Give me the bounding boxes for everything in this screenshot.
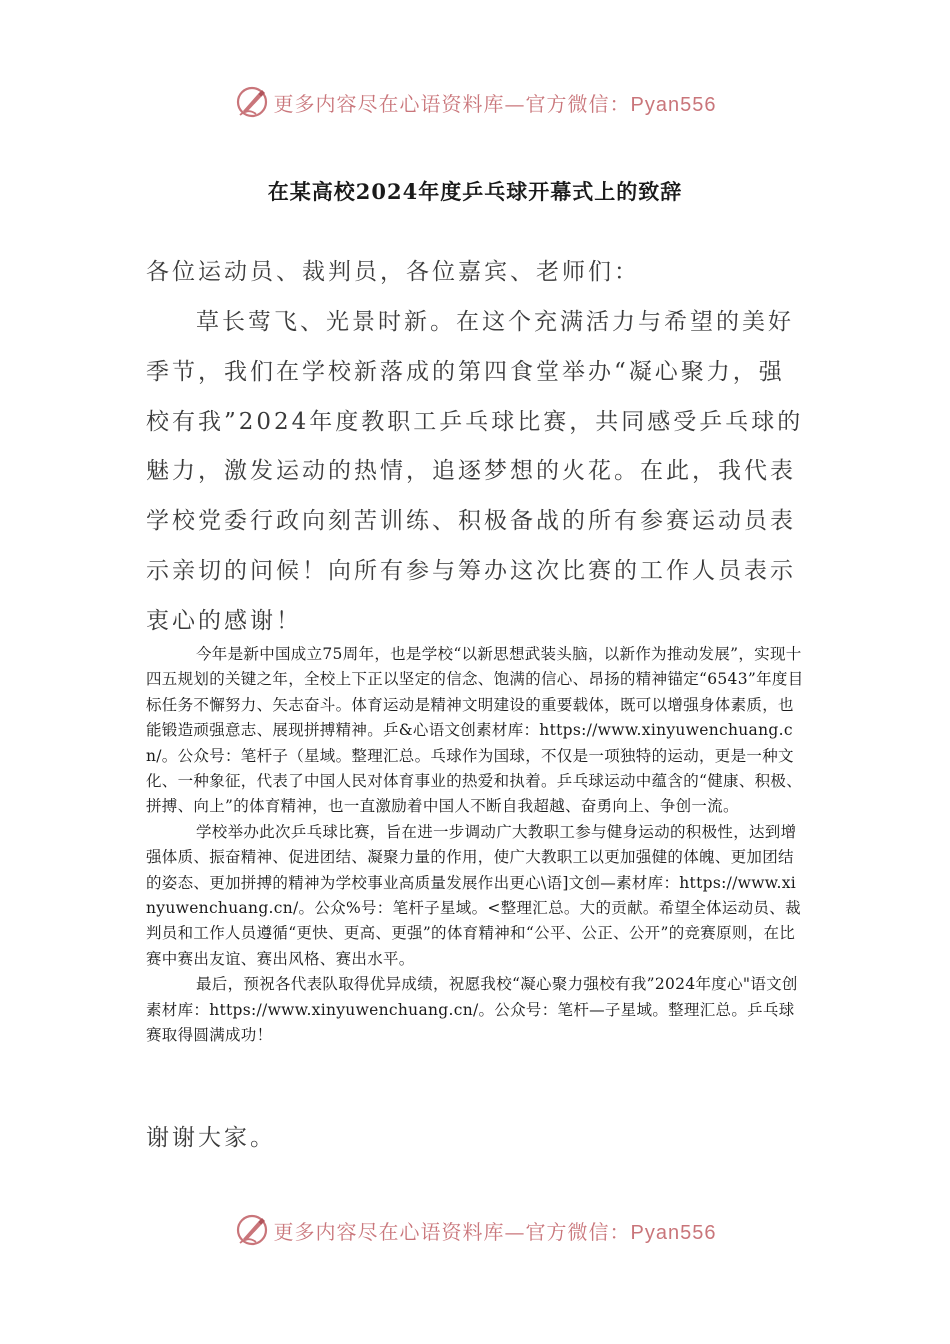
footer-watermark <box>0 1208 950 1252</box>
paragraph-significance: 今年是新中国成立75周年，也是学校“以新思想武装头脑，以新作为推动发展”，实现十四五规划的关键之年，全校上下正以坚定的信念、饱满的信心、昂扬的精神锚定“6543”年度目标任务不懈努力、矢志奋斗。体育运动是精神文明建设的重要载体，既可以增强身体素质，也能锻造顽强意志、展现拼搏精神。乒&心语文创素材库：https://www.xinyuwenchuang.cn/。公众号：笔杆子（星域。整理汇总。乓球作为国球，不仅是一项独特的运动，更是一种文化、一种象征，代表了中国人民对体育事业的热爱和执着。乒乓球运动中蕴含的“健康、积极、拼搏、向上”的体育精神，也一直激励着中国人不断自我超越、奋勇向上、争创一流。 <box>146 645 804 816</box>
paragraph-opening: 草长莺飞、光景时新。在这个充满活力与希望的美好季节，我们在学校新落成的第四食堂举办“凝心聚力，强校有我”2024年度教职工乒乓球比赛，共同感受乒乓球的魅力，激发运动的热情，追逐梦想的火花。在此，我代表学校党委行政向刻苦训练、积极备战的所有参赛运动员表示亲切的问候！向所有参与筹办这次比赛的工作人员表示衷心的感谢！ <box>146 309 804 634</box>
body-small-text <box>146 642 806 1049</box>
paragraph-purpose: 学校举办此次乒乓球比赛，旨在进一步调动广大教职工参与健身运动的积极性，达到增强体质、振奋精神、促进团结、凝聚力量的作用，使广大教职工以更加强健的体魄、更加团结的姿态、更加拼搏的精神为学校事业高质量发展作出更心\语]文创—素材库：https://www.xinyuwenchuang.cn/。公众%号：笔杆子星域。<整理汇总。大的贡献。希望全体运动员、裁判员和工作人员遵循“更快、更高、更强”的体育精神和“公平、公正、公开”的竞赛原则，在比赛中赛出友谊、赛出风格、赛出水平。 <box>146 822 801 968</box>
watermark-text: 更多内容尽在心语资料库—官方微信：Pyan556 <box>273 91 717 116</box>
paragraph-wishes: 最后，预祝各代表队取得优异成绩，祝愿我校“凝心聚力强校有我”2024年度心"语文创素材库：https://www.xinyuwenchuang.cn/。公众号：笔杆—子星域。整理汇总。乒乓球赛取得圆满成功！ <box>146 975 798 1045</box>
salutation: 各位运动员、裁判员，各位嘉宾、老师们： <box>146 259 640 285</box>
wechat-id: Pyan556 <box>630 1221 717 1244</box>
pen-logo-icon <box>234 84 270 120</box>
watermark-text: 更多内容尽在心语资料库—官方微信：Pyan556 <box>273 1219 717 1244</box>
document-title: 在某高校2024年度乒乓球开幕式上的致辞 <box>267 179 683 204</box>
header-watermark <box>0 80 950 124</box>
closing: 谢谢大家。 <box>146 1125 276 1151</box>
pen-logo-icon <box>234 1212 270 1248</box>
wechat-id: Pyan556 <box>630 93 717 116</box>
